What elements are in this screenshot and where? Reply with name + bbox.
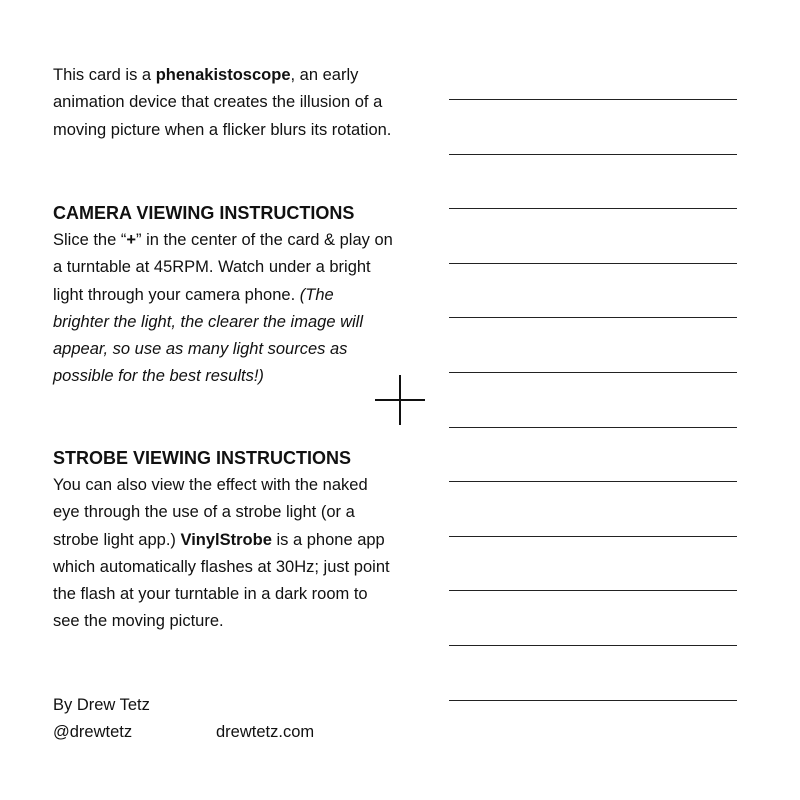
writing-line <box>449 645 737 646</box>
writing-line <box>449 154 737 155</box>
writing-line <box>449 99 737 100</box>
intro-text-end: , an early animation device that creates the illusion of a moving picture when a flicker blurs its rotation. <box>53 66 392 139</box>
strobe-app-name: VinylStrobe <box>180 530 272 549</box>
strobe-section <box>53 445 393 636</box>
camera-plus-symbol: + <box>126 231 137 249</box>
social-handle: @drewtetz <box>53 723 133 742</box>
camera-note: (The brighter the light, the clearer the image will appear, so use as many light sources as possible for the best results!) <box>53 285 363 386</box>
camera-text-end: ” in the center of the card & play on a turntable at 45RPM. Watch under a bright light through your camera phone. <box>53 231 393 304</box>
camera-paragraph <box>53 227 393 391</box>
website: drewtetz.com <box>216 723 315 742</box>
strobe-text: You can also view the effect with the naked eye through the use of a strobe light (or a strobe light app.) <box>53 476 368 549</box>
writing-line <box>449 317 737 318</box>
writing-line <box>449 590 737 591</box>
writing-line <box>449 700 737 701</box>
intro-term: phenakistoscope <box>155 66 291 84</box>
writing-line <box>449 372 737 373</box>
writing-line <box>449 536 737 537</box>
camera-section <box>53 200 393 391</box>
strobe-app-text: is a phone app which automatically flashes at 30Hz; just point the flash at your turntable in a dark room to see the moving picture. <box>53 530 390 631</box>
crosshair-plus-icon <box>375 375 425 425</box>
contact-row <box>53 719 393 746</box>
writing-line <box>449 208 737 209</box>
writing-line <box>449 263 737 264</box>
intro-paragraph <box>53 62 393 144</box>
writing-line <box>449 427 737 428</box>
strobe-heading: STROBE VIEWING INSTRUCTIONS <box>53 448 352 468</box>
intro-text-start: This card is a <box>53 66 156 84</box>
strobe-paragraph <box>53 472 393 636</box>
author-credit: By Drew Tetz <box>53 696 150 714</box>
credit-block <box>53 692 393 747</box>
crosshair-vertical-bar <box>399 375 401 425</box>
camera-text-start: Slice the “ <box>53 231 127 249</box>
writing-line <box>449 481 737 482</box>
camera-heading: CAMERA VIEWING INSTRUCTIONS <box>53 203 355 223</box>
